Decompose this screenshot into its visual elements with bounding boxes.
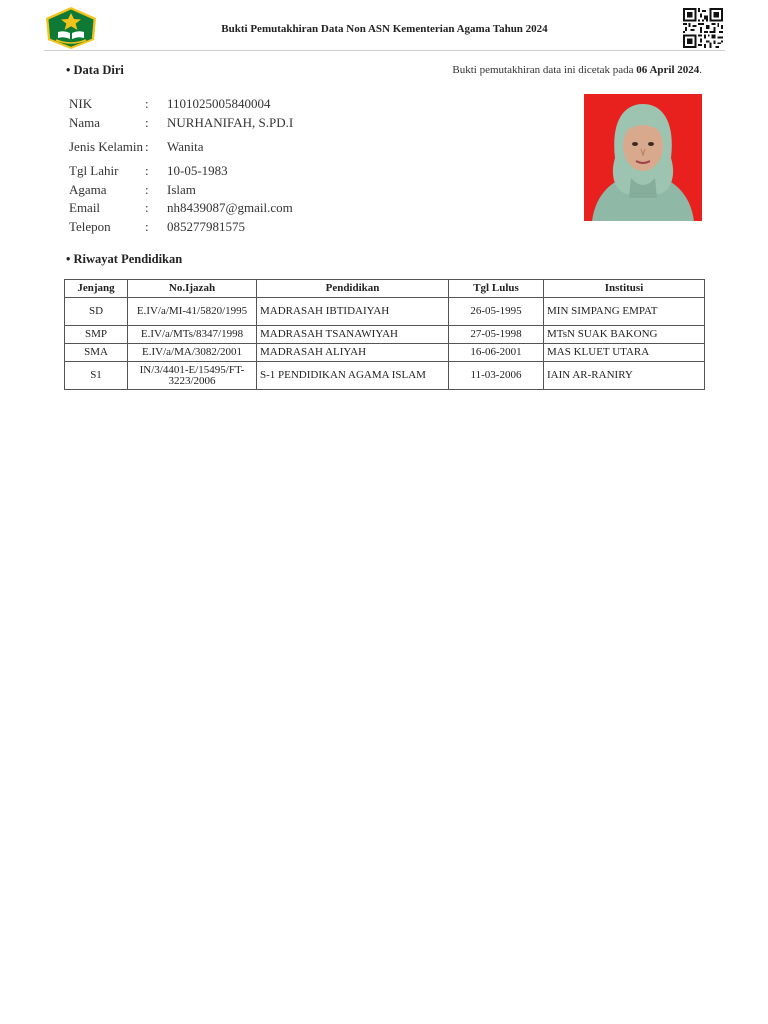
data-diri-heading: • Data Diri xyxy=(66,63,124,77)
field-separator: : xyxy=(145,163,149,179)
cell-tgl-lulus: 27-05-1998 xyxy=(449,326,544,344)
field-value: 10-05-1983 xyxy=(167,163,228,179)
field-row-nama xyxy=(69,114,293,133)
personal-data-table xyxy=(69,95,293,236)
field-label: Jenis Kelamin xyxy=(69,139,144,154)
field-value: NURHANIFAH, S.PD.I xyxy=(167,114,294,130)
field-separator: : xyxy=(145,218,149,234)
field-label: Email xyxy=(69,200,101,216)
field-value: Wanita xyxy=(167,139,204,154)
column-header-jenjang: Jenjang xyxy=(65,280,128,298)
cell-jenjang: SMP xyxy=(65,326,128,344)
column-header-no-ijazah: No.Ijazah xyxy=(128,280,257,298)
field-row-telepon xyxy=(69,218,293,237)
print-note xyxy=(452,64,702,76)
field-label: NIK xyxy=(69,96,93,112)
field-separator: : xyxy=(145,139,149,154)
field-value: 1101025005840004 xyxy=(167,96,271,112)
cell-no-ijazah: E.IV/a/MI-41/5820/1995 xyxy=(128,298,257,326)
qr-code-icon xyxy=(683,8,723,48)
table-row xyxy=(65,344,705,362)
table-row xyxy=(65,298,705,326)
document-title: Bukti Pemutakhiran Data Non ASN Kementerian Agama Tahun 2024 xyxy=(221,23,548,35)
field-row-tgl-lahir xyxy=(69,162,293,181)
cell-institusi: IAIN AR-RANIRY xyxy=(544,362,705,390)
cell-institusi: MIN SIMPANG EMPAT xyxy=(544,298,705,326)
print-note-suffix: . xyxy=(699,64,702,76)
field-row-agama xyxy=(69,181,293,200)
profile-photo xyxy=(584,94,702,221)
table-row xyxy=(65,362,705,390)
field-row-nik xyxy=(69,95,293,114)
field-row-email xyxy=(69,199,293,218)
print-date: 06 April 2024 xyxy=(636,64,700,76)
cell-jenjang: SMA xyxy=(65,344,128,362)
cell-tgl-lulus: 11-03-2006 xyxy=(449,362,544,390)
cell-tgl-lulus: 16-06-2001 xyxy=(449,344,544,362)
field-value: Islam xyxy=(167,181,196,197)
field-separator: : xyxy=(145,96,149,112)
print-note-prefix: Bukti pemutakhiran data ini dicetak pada xyxy=(452,64,637,76)
table-row xyxy=(65,326,705,344)
field-separator: : xyxy=(145,181,149,197)
cell-tgl-lulus: 26-05-1995 xyxy=(449,298,544,326)
cell-pendidikan: MADRASAH IBTIDAIYAH xyxy=(257,298,449,326)
cell-institusi: MAS KLUET UTARA xyxy=(544,344,705,362)
field-label: Tgl Lahir xyxy=(69,163,119,179)
cell-no-ijazah: E.IV/a/MTs/8347/1998 xyxy=(128,326,257,344)
cell-jenjang: SD xyxy=(65,298,128,326)
table-header-row xyxy=(65,280,705,298)
document-header xyxy=(44,4,725,51)
field-separator: : xyxy=(145,200,149,216)
field-separator: : xyxy=(145,114,149,130)
cell-pendidikan: MADRASAH TSANAWIYAH xyxy=(257,326,449,344)
column-header-tgl-lulus: Tgl Lulus xyxy=(449,280,544,298)
field-label: Nama xyxy=(69,114,101,130)
field-label: Telepon xyxy=(69,218,111,234)
cell-pendidikan: S-1 PENDIDIKAN AGAMA ISLAM xyxy=(257,362,449,390)
field-row-jenis-kelamin xyxy=(69,132,293,162)
riwayat-pendidikan-heading: • Riwayat Pendidikan xyxy=(66,252,183,266)
field-value: 085277981575 xyxy=(167,218,245,234)
cell-institusi: MTsN SUAK BAKONG xyxy=(544,326,705,344)
person-portrait-icon xyxy=(584,94,702,221)
cell-no-ijazah: E.IV/a/MA/3082/2001 xyxy=(128,344,257,362)
field-label: Agama xyxy=(69,181,107,197)
cell-jenjang: S1 xyxy=(65,362,128,390)
field-value: nh8439087@gmail.com xyxy=(167,200,293,216)
education-table xyxy=(64,279,705,390)
column-header-institusi: Institusi xyxy=(544,280,705,298)
column-header-pendidikan: Pendidikan xyxy=(257,280,449,298)
cell-no-ijazah: IN/3/4401-E/15495/FT-3223/2006 xyxy=(128,362,257,390)
cell-pendidikan: MADRASAH ALIYAH xyxy=(257,344,449,362)
